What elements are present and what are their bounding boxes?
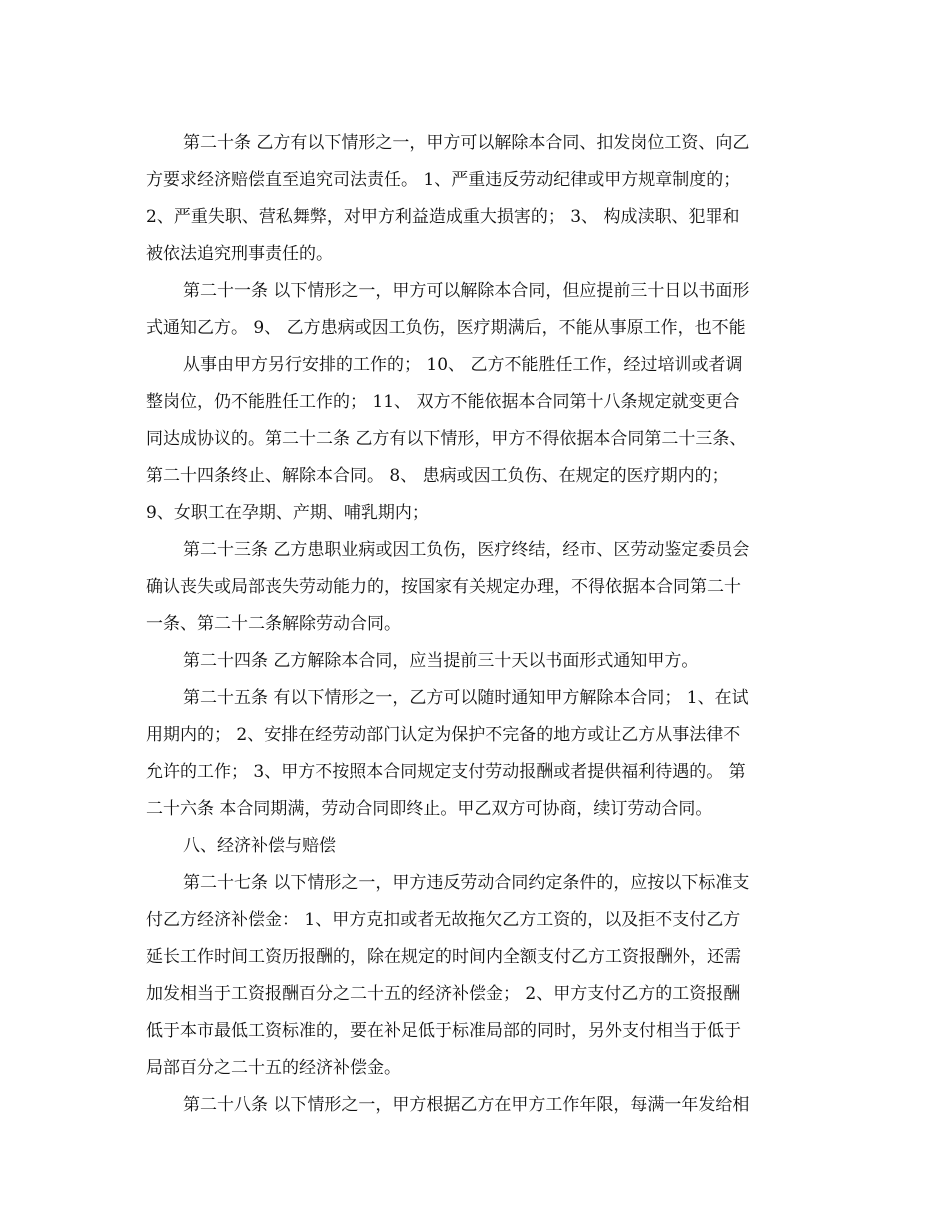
text-line: 第二十七条 以下情形之一，甲方违反劳动合同约定条件的，应按以下标准支 [183, 873, 750, 893]
text-line: 被依法追究刑事责任的。 [146, 244, 333, 264]
text-line: 加发相当于工资报酬百分之二十五的经济补偿金； 2、甲方支付乙方的工资报酬 [146, 984, 741, 1004]
text-line: 二十六条 本合同期满，劳动合同即终止。甲乙双方可协商，续订劳动合同。 [146, 799, 713, 819]
text-line: 第二十八条 以下情形之一，甲方根据乙方在甲方工作年限，每满一年发给相 [183, 1095, 750, 1115]
text-line: 从事由甲方另行安排的工作的； 10、 乙方不能胜任工作，经过培训或者调 [183, 355, 743, 375]
text-line: 第二十四条 乙方解除本合同，应当提前三十天以书面形式通知甲方。 [183, 651, 699, 671]
text-line: 式通知乙方。 9、 乙方患病或因工负伤，医疗期满后，不能从事原工作，也不能 [146, 318, 746, 338]
text-line: 局部百分之二十五的经济补偿金。 [146, 1058, 401, 1078]
section-heading: 八、经济补偿与赔偿 [183, 836, 336, 856]
text-line: 用期内的； 2、安排在经劳动部门认定为保护不完备的地方或让乙方从事法律不 [146, 725, 741, 745]
text-line: 一条、第二十二条解除劳动合同。 [146, 614, 401, 634]
text-line: 第二十五条 有以下情形之一，乙方可以随时通知甲方解除本合同； 1、在试 [183, 688, 749, 708]
text-line: 低于本市最低工资标准的，要在补足低于标准局部的同时，另外支付相当于低于 [146, 1021, 741, 1041]
text-line: 允许的工作； 3、甲方不按照本合同规定支付劳动报酬或者提供福利待遇的。 第 [146, 762, 746, 782]
text-line: 整岗位，仍不能胜任工作的； 11、 双方不能依据本合同第十八条规定就变更合 [146, 392, 740, 412]
text-line: 同达成协议的。第二十二条 乙方有以下情形，甲方不得依据本合同第二十三条、 [146, 429, 747, 449]
text-line: 9、女职工在孕期、产期、哺乳期内； [146, 503, 429, 523]
text-line: 付乙方经济补偿金： 1、甲方克扣或者无故拖欠乙方工资的，以及拒不支付乙方 [146, 910, 741, 930]
text-line: 第二十四条终止、解除本合同。 8、 患病或因工负伤、在规定的医疗期内的； [146, 466, 729, 486]
text-line: 2、严重失职、营私舞弊，对甲方利益造成重大损害的； 3、 构成渎职、犯罪和 [146, 207, 740, 227]
text-line: 第二十条 乙方有以下情形之一，甲方可以解除本合同、扣发岗位工资、向乙 [183, 133, 750, 153]
text-line: 方要求经济赔偿直至追究司法责任。 1、严重违反劳动纪律或甲方规章制度的； [146, 170, 741, 190]
text-line: 延长工作时间工资历报酬的，除在规定的时间内全额支付乙方工资报酬外，还需 [146, 947, 741, 967]
text-line: 确认丧失或局部丧失劳动能力的，按国家有关规定办理，不得依据本合同第二十 [146, 577, 741, 597]
text-line: 第二十一条 以下情形之一，甲方可以解除本合同，但应提前三十日以书面形 [183, 281, 750, 301]
text-line: 第二十三条 乙方患职业病或因工负伤，医疗终结，经市、区劳动鉴定委员会 [183, 540, 750, 560]
